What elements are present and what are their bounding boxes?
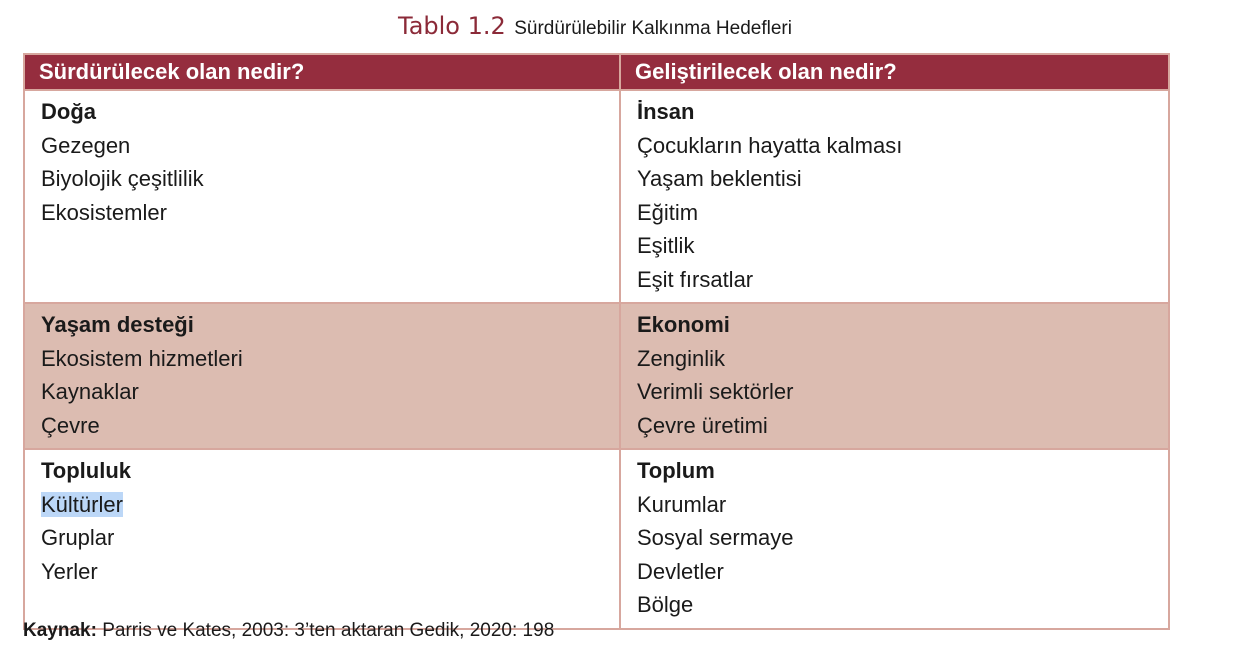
cell-list-item bbox=[637, 196, 1152, 230]
cell-category-title: Ekonomi bbox=[637, 312, 730, 337]
table-cell-left bbox=[24, 449, 620, 629]
cell-item-text[interactable]: Eşit fırsatlar bbox=[637, 266, 754, 292]
cell-item-text[interactable]: Eşitlik bbox=[637, 233, 695, 258]
caption-label: Tablo 1.2 bbox=[398, 12, 506, 40]
header-develop: Geliştirilecek olan nedir? bbox=[620, 54, 1169, 90]
cell-item-text[interactable]: Kaynaklar bbox=[41, 379, 139, 404]
table-row bbox=[24, 303, 1169, 449]
cell-item-text[interactable]: Çocukların hayatta kalması bbox=[637, 132, 903, 158]
cell-item-text[interactable]: Ekosistem hizmetleri bbox=[41, 345, 243, 371]
cell-category-title: Doğa bbox=[41, 99, 96, 124]
table-body bbox=[24, 90, 1169, 629]
cell-category-title: Toplum bbox=[637, 458, 715, 483]
table-cell-left bbox=[24, 303, 620, 449]
cell-item-text[interactable]: Ekosistemler bbox=[41, 199, 167, 225]
selected-text[interactable]: Kültürler bbox=[41, 491, 123, 517]
cell-list-item bbox=[41, 521, 603, 555]
cell-item-text[interactable]: Yaşam beklentisi bbox=[637, 166, 802, 191]
cell-list-item bbox=[41, 488, 603, 522]
cell-item-text[interactable]: Sosyal sermaye bbox=[637, 525, 794, 550]
table-cell-right bbox=[620, 449, 1169, 629]
cell-item-text[interactable]: Verimli sektörler bbox=[637, 379, 794, 404]
cell-list-item bbox=[637, 375, 1152, 409]
goals-table bbox=[23, 53, 1170, 630]
header-sustain: Sürdürülecek olan nedir? bbox=[24, 54, 620, 90]
cell-category-title: Yaşam desteği bbox=[41, 312, 194, 337]
source-note bbox=[23, 620, 554, 642]
cell-list-item bbox=[41, 409, 603, 443]
table-caption bbox=[0, 12, 1190, 40]
cell-list-item bbox=[41, 196, 603, 230]
table-row bbox=[24, 449, 1169, 629]
cell-list-item bbox=[637, 129, 1152, 163]
cell-item-text[interactable]: Gruplar bbox=[41, 525, 115, 550]
table-header-row bbox=[24, 54, 1169, 90]
cell-list-item bbox=[637, 409, 1152, 443]
cell-item-text[interactable]: Çevre bbox=[41, 412, 100, 438]
cell-category-title: İnsan bbox=[637, 99, 695, 124]
cell-list-item bbox=[637, 588, 1152, 622]
cell-item-text[interactable]: Eğitim bbox=[637, 199, 699, 225]
table-row bbox=[24, 90, 1169, 303]
cell-item-text[interactable]: Kurumlar bbox=[637, 491, 727, 517]
cell-item-text[interactable]: Bölge bbox=[637, 592, 694, 617]
cell-item-text[interactable]: Devletler bbox=[637, 558, 724, 584]
cell-list-item bbox=[637, 521, 1152, 555]
cell-list-item bbox=[637, 229, 1152, 263]
caption-title: Sürdürülebilir Kalkınma Hedefleri bbox=[514, 18, 792, 39]
cell-list-item bbox=[637, 342, 1152, 376]
cell-list-item bbox=[41, 375, 603, 409]
cell-list-item bbox=[41, 162, 603, 196]
cell-item-text[interactable]: Yerler bbox=[41, 558, 98, 584]
cell-list-item bbox=[637, 555, 1152, 589]
cell-item-text[interactable]: Gezegen bbox=[41, 132, 131, 158]
cell-list-item bbox=[637, 263, 1152, 297]
cell-list-item bbox=[41, 555, 603, 589]
cell-list-item bbox=[637, 488, 1152, 522]
source-label: Kaynak: bbox=[23, 620, 97, 641]
cell-list-item bbox=[41, 342, 603, 376]
table-cell-right bbox=[620, 303, 1169, 449]
table-cell-left bbox=[24, 90, 620, 303]
cell-list-item bbox=[637, 162, 1152, 196]
source-text: Parris ve Kates, 2003: 3’ten aktaran Gedik, 2020: 198 bbox=[102, 620, 555, 641]
cell-item-text[interactable]: Biyolojik çeşitlilik bbox=[41, 166, 204, 191]
cell-item-text[interactable]: Zenginlik bbox=[637, 345, 726, 371]
cell-category-title: Topluluk bbox=[41, 458, 132, 483]
table-cell-right bbox=[620, 90, 1169, 303]
cell-list-item bbox=[41, 129, 603, 163]
cell-item-text[interactable]: Çevre üretimi bbox=[637, 412, 768, 438]
